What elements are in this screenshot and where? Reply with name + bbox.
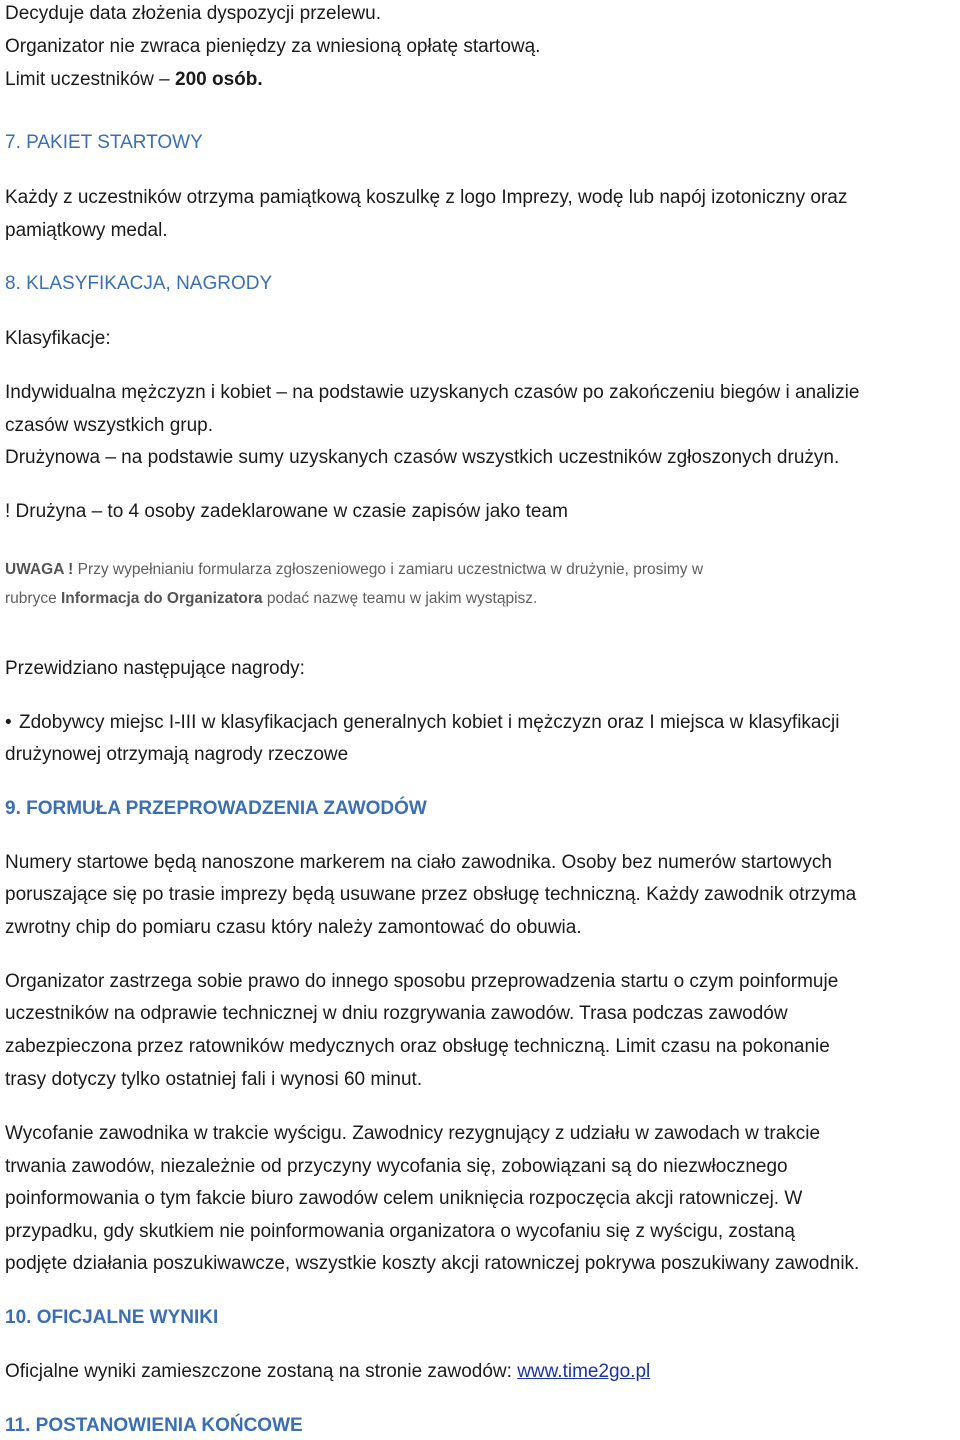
note-line [5,589,537,609]
note-line [5,560,703,580]
text-line: Organizator zastrzega sobie prawo do innego sposobu przeprowadzenia startu o czym poinformuje [5,971,839,992]
section-heading-8: 8. KLASYFIKACJA, NAGRODY [5,273,273,294]
warning-label: UWAGA ! [5,561,74,578]
text-line: czasów wszystkich grup. [5,415,214,436]
section-heading-9: 9. FORMUŁA PRZEPROWADZENIA ZAWODÓW [5,798,427,819]
text-line: poinformowania o tym fakcie biuro zawodów celem uniknięcia rozpoczęcia akcji ratowniczej. W [5,1188,803,1209]
text-line: przypadku, gdy skutkiem nie poinformowania organizatora o wycofaniu się z wyścigu, zostaną [5,1221,795,1242]
note-text: Przy wypełnianiu formularza zgłoszeniowego i zamiaru uczestnictwa w drużynie, prosimy w [73,561,704,578]
list-item [5,711,839,735]
text-line: podjęte działania poszukiwawcze, wszystkie koszty akcji ratowniczej pokrywa poszukiwany zawodnik. [5,1253,860,1274]
text-line: poruszające się po trasie imprezy będą usuwane przez obsługę techniczną. Każdy zawodnik otrzyma [5,884,857,905]
section-heading-7: 7. PAKIET STARTOWY [5,132,203,153]
note-text: rubryce [5,590,61,607]
text-line: uczestników na odprawie technicznej w dniu rozgrywania zawodów. Trasa podczas zawodów [5,1003,788,1024]
text-line [5,1360,650,1384]
text-line: trasy dotyczy tylko ostatniej fali i wynosi 60 minut. [5,1069,423,1090]
limit-value: 200 osób. [175,69,263,90]
text-line [5,68,263,92]
text-line: Drużynowa – na podstawie sumy uzyskanych czasów wszystkich uczestników zgłoszonych drużyn. [5,447,840,468]
bullet: • [5,712,12,733]
text-line: Każdy z uczestników otrzyma pamiątkową koszulkę z logo Imprezy, wodę lub napój izotoniczny oraz [5,187,848,208]
text-line: zabezpieczona przez ratowników medycznych oraz obsługę techniczną. Limit czasu na pokonanie [5,1036,830,1057]
text-line: Numery startowe będą nanoszone markerem na ciało zawodnika. Osoby bez numerów startowych [5,852,832,873]
section-heading-10: 10. OFICJALNE WYNIKI [5,1307,219,1328]
text-line: Organizator nie zwraca pieniędzy za wniesioną opłatę startową. [5,36,541,57]
field-name: Informacja do Organizatora [61,590,263,607]
text-line: zwrotny chip do pomiaru czasu który należy zamontować do obuwia. [5,917,582,938]
text-line: ! Drużyna – to 4 osoby zadeklarowane w czasie zapisów jako team [5,501,568,522]
limit-label: Limit uczestników – [5,69,176,90]
text-line: Przewidziano następujące nagrody: [5,658,305,679]
text-line: Decyduje data złożenia dyspozycji przelewu. [5,3,381,24]
results-link[interactable]: www.time2go.pl [517,1361,651,1382]
text-line: Indywidualna mężczyzn i kobiet – na podstawie uzyskanych czasów po zakończeniu biegów i analizie [5,382,860,403]
text-line: trwania zawodów, niezależnie od przyczyny wycofania się, zobowiązani są do niezwłocznego [5,1156,788,1177]
text-line: pamiątkowy medal. [5,220,168,241]
text-line: Wycofanie zawodnika w trakcie wyścigu. Zawodnicy rezygnujący z udziału w zawodach w trakcie [5,1123,821,1144]
results-text: Oficjalne wyniki zamieszczone zostaną na stronie zawodów: [5,1361,518,1382]
text-line: Klasyfikacje: [5,328,111,349]
text-line: drużynowej otrzymają nagrody rzeczowe [5,744,349,765]
list-item-text: Zdobywcy miejsc I-III w klasyfikacjach generalnych kobiet i mężczyzn oraz I miejsca w klasyfikacji [19,712,840,733]
note-text: podać nazwę teamu w jakim wystąpisz. [262,590,538,607]
section-heading-11: 11. POSTANOWIENIA KOŃCOWE [5,1415,303,1436]
